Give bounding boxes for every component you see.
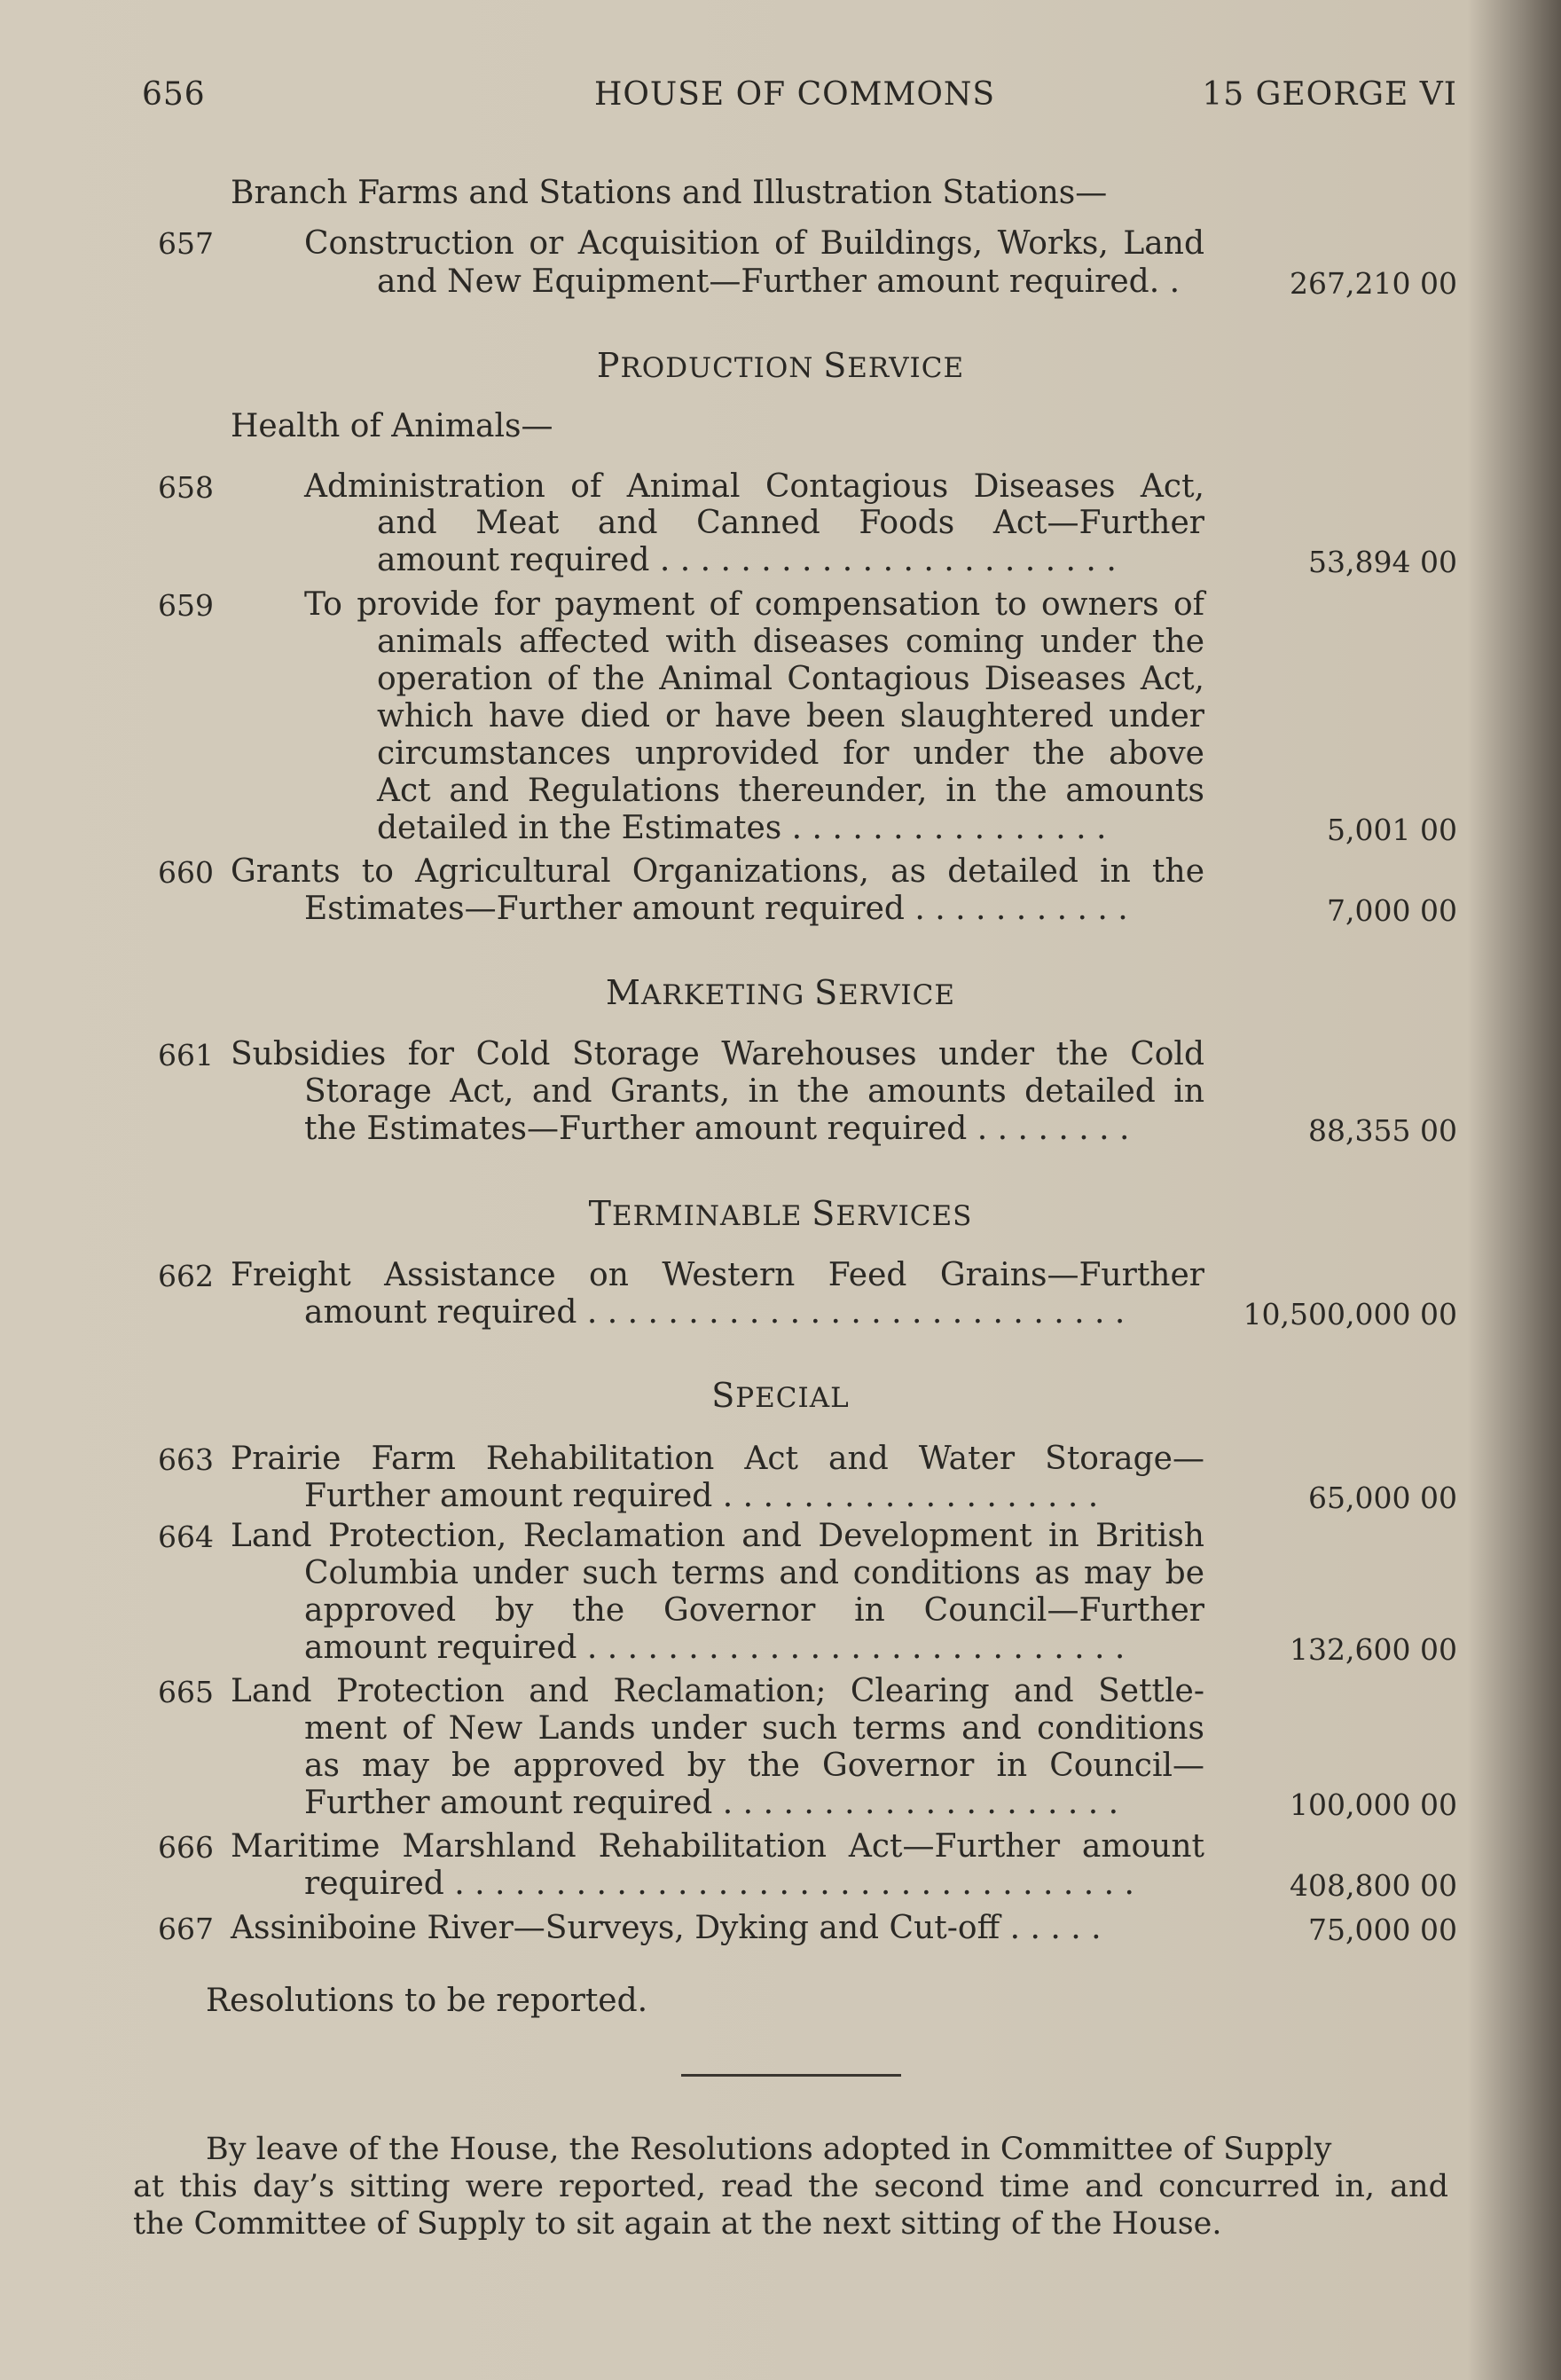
item-amount: 5,001 00: [1327, 813, 1457, 847]
intro-heading: Branch Farms and Stations and Illustration Stations—: [231, 175, 1108, 211]
item-line: operation of the Animal Contagious Diseases Act,: [377, 661, 1204, 697]
item-line: and Meat and Canned Foods Act—Further: [377, 505, 1204, 541]
section-heading-special: SPECIAL: [711, 1376, 850, 1415]
item-amount: 75,000 00: [1308, 1913, 1457, 1947]
item-line: Construction or Acquisition of Buildings, Works, Land: [304, 225, 1204, 262]
item-line: the Estimates—Further amount required . . . . . . . .: [304, 1111, 1130, 1147]
item-line: Freight Assistance on Western Feed Grains—Further: [231, 1257, 1204, 1293]
item-number: 658: [158, 470, 214, 505]
item-number: 666: [158, 1830, 214, 1865]
closing-paragraph-line: the Committee of Supply to sit again at the next sitting of the House.: [133, 2206, 1222, 2242]
item-line: detailed in the Estimates . . . . . . . . . . . . . . . .: [377, 810, 1107, 846]
item-amount: 7,000 00: [1327, 893, 1457, 928]
closing-paragraph-line: By leave of the House, the Resolutions adopted in Committee of Supply: [206, 2132, 1332, 2167]
item-amount: 88,355 00: [1308, 1113, 1457, 1148]
section-heading-terminable: TERMINABLE SERVICES: [588, 1194, 973, 1233]
page-number: 656: [142, 76, 206, 113]
item-line: Estimates—Further amount required . . . . . . . . . . .: [304, 891, 1128, 927]
item-line: Subsidies for Cold Storage Warehouses under the Cold: [231, 1036, 1204, 1072]
item-line: amount required . . . . . . . . . . . . . . . . . . . . . . .: [377, 542, 1117, 578]
item-line: Further amount required . . . . . . . . . . . . . . . . . . . .: [304, 1785, 1119, 1821]
item-line: as may be approved by the Governor in Council—: [304, 1748, 1204, 1784]
item-amount: 10,500,000 00: [1243, 1297, 1457, 1331]
item-line: Further amount required . . . . . . . . . . . . . . . . . . .: [304, 1478, 1099, 1514]
item-amount: 408,800 00: [1290, 1868, 1457, 1903]
item-number: 662: [158, 1259, 214, 1293]
divider-rule: [681, 2074, 901, 2077]
item-line: Administration of Animal Contagious Diseases Act,: [304, 468, 1204, 505]
health-heading: Health of Animals—: [231, 408, 553, 444]
item-line: ment of New Lands under such terms and conditions: [304, 1710, 1204, 1747]
item-line: and New Equipment—Further amount required. .: [377, 263, 1181, 300]
regnal-year: 15 GEORGE VI: [1202, 76, 1457, 113]
item-line: Maritime Marshland Rehabilitation Act—Further amount: [231, 1828, 1204, 1865]
item-amount: 53,894 00: [1308, 545, 1457, 579]
item-amount: 267,210 00: [1290, 266, 1457, 301]
item-line: circumstances unprovided for under the above: [377, 735, 1204, 772]
item-number: 657: [158, 226, 214, 261]
item-number: 660: [158, 855, 214, 890]
section-heading-production: PRODUCTION SERVICE: [596, 346, 965, 385]
item-line: animals affected with diseases coming under the: [377, 624, 1204, 660]
item-line: approved by the Governor in Council—Further: [304, 1592, 1204, 1629]
item-line: required . . . . . . . . . . . . . . . . . . . . . . . . . . . . . . . . . .: [304, 1866, 1134, 1902]
item-number: 659: [158, 588, 214, 623]
item-line: To provide for payment of compensation to owners of: [304, 586, 1204, 623]
item-line: Storage Act, and Grants, in the amounts detailed in: [304, 1073, 1204, 1110]
item-amount: 132,600 00: [1290, 1632, 1457, 1667]
item-line: Land Protection and Reclamation; Clearing and Settle-: [231, 1673, 1204, 1709]
closing-paragraph-line: at this day’s sitting were reported, read the second time and concurred in, and: [133, 2169, 1448, 2204]
item-amount: 65,000 00: [1308, 1481, 1457, 1515]
section-heading-marketing: MARKETING SERVICE: [605, 973, 955, 1012]
running-title: HOUSE OF COMMONS: [594, 76, 996, 113]
item-line: Land Protection, Reclamation and Development in British: [231, 1518, 1204, 1554]
item-number: 663: [158, 1442, 214, 1477]
item-line: amount required . . . . . . . . . . . . . . . . . . . . . . . . . . .: [304, 1294, 1126, 1331]
item-line: which have died or have been slaughtered under: [377, 698, 1204, 734]
item-number: 664: [158, 1520, 214, 1554]
item-number: 665: [158, 1675, 214, 1709]
item-number: 661: [158, 1038, 214, 1072]
item-amount: 100,000 00: [1290, 1787, 1457, 1822]
item-line: Columbia under such terms and conditions as may be: [304, 1555, 1204, 1591]
item-line: Prairie Farm Rehabilitation Act and Water Storage—: [231, 1441, 1204, 1477]
resolutions-note: Resolutions to be reported.: [206, 1983, 648, 2019]
item-line: Grants to Agricultural Organizations, as detailed in the: [231, 853, 1204, 890]
item-line: amount required . . . . . . . . . . . . . . . . . . . . . . . . . . .: [304, 1630, 1126, 1666]
item-line: Assiniboine River—Surveys, Dyking and Cut-off . . . . .: [231, 1910, 1102, 1946]
item-number: 667: [158, 1912, 214, 1946]
item-line: Act and Regulations thereunder, in the amounts: [377, 773, 1204, 809]
